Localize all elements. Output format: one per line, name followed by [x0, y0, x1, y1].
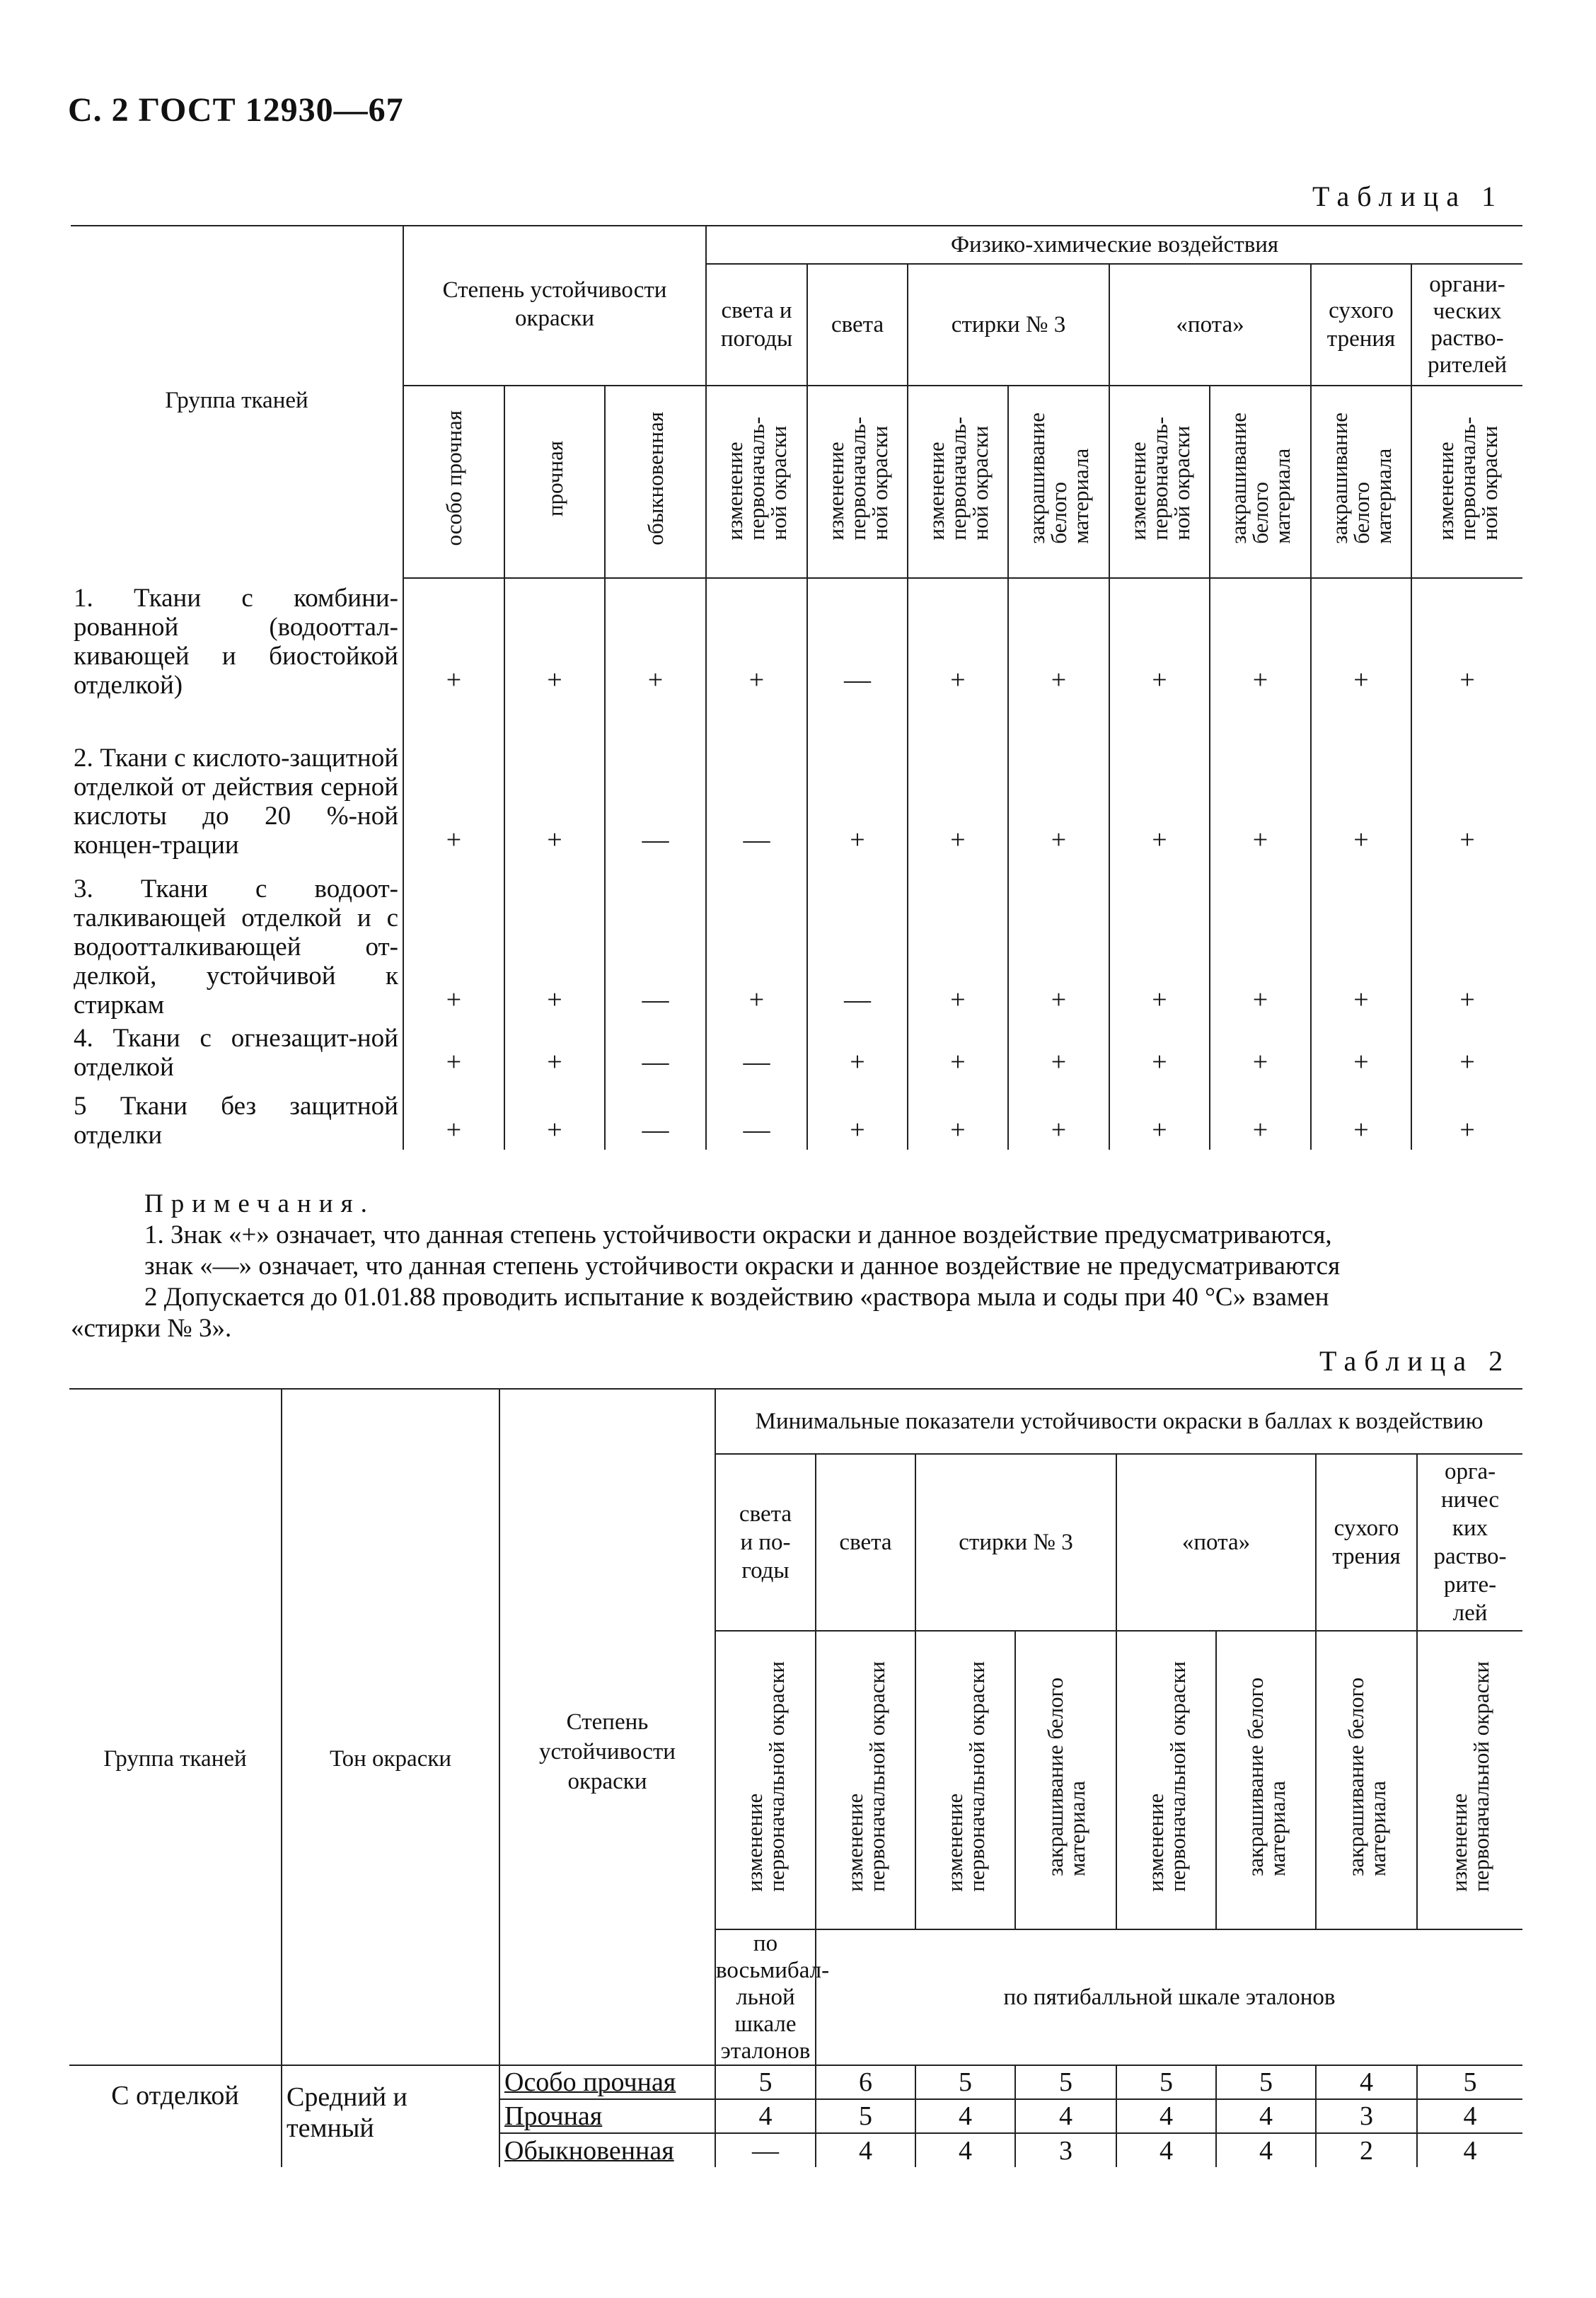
mark-cell: +: [1008, 860, 1109, 1020]
table1-row: [71, 578, 1522, 700]
t2-scale-8: по восьмибал- льной шкале эталонов: [716, 1931, 830, 2064]
t2-sub-col-6: закрашивание белого материала: [1216, 1631, 1316, 1929]
sub-col-5: изменение первоначаль- ной окраски: [1109, 386, 1210, 578]
mark-cell: —: [605, 700, 706, 860]
t2-value-cell: 5: [915, 2065, 1015, 2099]
mark-cell: +: [1311, 1020, 1411, 1082]
mark-cell: +: [1210, 1020, 1311, 1082]
t2-sub-col-1: изменение первоначальной окраски: [715, 1631, 816, 1929]
mark-cell: +: [504, 860, 605, 1020]
page-header: С. 2 ГОСТ 12930—67: [68, 91, 404, 129]
mark-cell: +: [706, 860, 807, 1020]
t2-value-cell: 3: [1015, 2133, 1116, 2167]
mark-cell: +: [807, 700, 908, 860]
degree-col-1: особо прочная: [403, 386, 504, 578]
effect-dry-rub: сухого трения: [1311, 264, 1411, 386]
t2-value-cell: 5: [1417, 2065, 1522, 2099]
mark-cell: +: [1411, 1020, 1522, 1082]
degree-col-2: прочная: [504, 386, 605, 578]
t2-value-cell: 4: [1015, 2099, 1116, 2133]
degree-col-3: обыкновенная: [605, 386, 706, 578]
mark-cell: —: [706, 700, 807, 860]
mark-cell: +: [1311, 578, 1411, 700]
mark-cell: +: [706, 578, 807, 700]
t2-sub-col-3: изменение первоначальной окраски: [915, 1631, 1015, 1929]
mark-cell: +: [1008, 1020, 1109, 1082]
mark-cell: —: [706, 1082, 807, 1150]
t2-effect-solvents: орга- ничес ких раство- рите- лей: [1417, 1454, 1522, 1631]
t2-value-cell: 6: [816, 2065, 915, 2099]
effect-wash: стирки № 3: [908, 264, 1109, 386]
t2-value-cell: 4: [1417, 2099, 1522, 2133]
note-line: 1. Знак «+» означает, что данная степень устойчивости окраски и данное воздействие предусматриваются,: [144, 1220, 1332, 1249]
t2-tone-header: Тон окраски: [282, 1389, 499, 2065]
mark-cell: +: [1109, 1082, 1210, 1150]
mark-cell: +: [1008, 578, 1109, 700]
t2-value-cell: 5: [715, 2065, 816, 2099]
t2-effect-light-weather: света и по- годы: [715, 1454, 816, 1631]
mark-cell: +: [1210, 700, 1311, 860]
t2-sub-col-4: закрашивание белого материала: [1015, 1631, 1116, 1929]
mark-cell: +: [403, 578, 504, 700]
mark-cell: +: [1109, 1020, 1210, 1082]
note-line: «стирки № 3».: [71, 1314, 232, 1343]
mark-cell: +: [908, 1082, 1008, 1150]
effect-solvents: органи- ческих раство- рителей: [1411, 264, 1522, 386]
mark-cell: +: [807, 1082, 908, 1150]
mark-cell: +: [1311, 1082, 1411, 1150]
t2-degree-header: Степень устойчивости окраски: [499, 1389, 715, 2065]
t2-value-cell: 4: [816, 2133, 915, 2167]
group-header: Группа тканей: [71, 226, 403, 578]
table2-row: [69, 2065, 1522, 2099]
mark-cell: +: [1210, 578, 1311, 700]
table1-row: [71, 860, 1522, 1020]
mark-cell: +: [1411, 578, 1522, 700]
group-name: 2. Ткани с кислото-защитной отделкой от действия серной кислоты до 20 %-ной концен-трации: [74, 744, 398, 860]
mark-cell: +: [504, 1082, 605, 1150]
t2-value-cell: 5: [1015, 2065, 1116, 2099]
mark-cell: —: [605, 860, 706, 1020]
t2-effect-light: света: [816, 1454, 915, 1631]
effects-header: Физико-химические воздействия: [706, 226, 1522, 264]
t2-min-header: Минимальные показатели устойчивости окраски в баллах к воздействию: [715, 1389, 1522, 1454]
t2-value-cell: 4: [915, 2099, 1015, 2133]
table2: [69, 1388, 1522, 2167]
t2-value-cell: 4: [1417, 2133, 1522, 2167]
t2-value-cell: 4: [915, 2133, 1015, 2167]
mark-cell: +: [1109, 578, 1210, 700]
sub-col-2: изменение первоначаль- ной окраски: [807, 386, 908, 578]
mark-cell: +: [1109, 860, 1210, 1020]
t2-value-cell: 5: [1116, 2065, 1216, 2099]
t2-degree-value: Обыкновенная: [499, 2133, 715, 2167]
t2-value-cell: 4: [1216, 2099, 1316, 2133]
mark-cell: +: [1411, 860, 1522, 1020]
t2-value-cell: 5: [1216, 2065, 1316, 2099]
t2-scale-5: по пятибалльной шкале эталонов: [816, 1929, 1522, 2065]
mark-cell: +: [908, 578, 1008, 700]
notes: [71, 1189, 1522, 1344]
sub-col-6: закрашивание белого материала: [1210, 386, 1311, 578]
mark-cell: +: [403, 1020, 504, 1082]
mark-cell: +: [908, 1020, 1008, 1082]
t2-value-cell: 2: [1316, 2133, 1417, 2167]
t2-value-cell: 3: [1316, 2099, 1417, 2133]
t2-effect-sweat: «пота»: [1116, 1454, 1316, 1631]
sub-col-4: закрашивание белого материала: [1008, 386, 1109, 578]
notes-title: Примечания.: [144, 1189, 375, 1218]
mark-cell: +: [403, 1082, 504, 1150]
note-line: 2 Допускается до 01.01.88 проводить испытание к воздействию «раствора мыла и соды при 40 °С» взамен: [144, 1283, 1329, 1312]
table1-row: [71, 1020, 1522, 1082]
table1: [71, 225, 1522, 1150]
mark-cell: —: [706, 1020, 807, 1082]
t2-value-cell: 4: [1316, 2065, 1417, 2099]
table1-caption: Таблица 1: [1312, 180, 1504, 212]
mark-cell: +: [1411, 1082, 1522, 1150]
mark-cell: +: [403, 860, 504, 1020]
mark-cell: +: [605, 578, 706, 700]
sub-col-1: изменение первоначаль- ной окраски: [706, 386, 807, 578]
table2-body: [69, 2065, 1522, 2167]
mark-cell: —: [605, 1082, 706, 1150]
t2-sub-col-8: изменение первоначальной окраски: [1417, 1631, 1522, 1929]
mark-cell: +: [403, 700, 504, 860]
t2-sub-col-2: изменение первоначальной окраски: [816, 1631, 915, 1929]
degree-header: Степень устойчивости окраски: [403, 226, 706, 386]
t2-group-value: С отделкой: [69, 2065, 282, 2167]
t2-value-cell: 4: [715, 2099, 816, 2133]
effect-sweat: «пота»: [1109, 264, 1311, 386]
mark-cell: +: [504, 1020, 605, 1082]
group-name: 1. Ткани с комбини-рованной (водооттал-кивающей и биостойкой отделкой): [74, 584, 398, 700]
sub-col-7: закрашивание белого материала: [1311, 386, 1411, 578]
group-name: 3. Ткани с водоот-талкивающей отделкой и с водоотталкивающей от-делкой, устойчивой к стиркам: [74, 874, 398, 1020]
mark-cell: +: [1008, 1082, 1109, 1150]
t2-sub-col-7: закрашивание белого материала: [1316, 1631, 1417, 1929]
effect-light: света: [807, 264, 908, 386]
mark-cell: —: [807, 578, 908, 700]
mark-cell: +: [1109, 700, 1210, 860]
t2-tone-value: Средний и темный: [282, 2065, 499, 2167]
effect-light-weather: света и погоды: [706, 264, 807, 386]
t2-value-cell: 5: [816, 2099, 915, 2133]
mark-cell: +: [908, 860, 1008, 1020]
mark-cell: —: [807, 860, 908, 1020]
mark-cell: +: [504, 578, 605, 700]
mark-cell: +: [1210, 860, 1311, 1020]
t2-effect-dry-rub: сухого трения: [1316, 1454, 1417, 1631]
sub-col-8: изменение первоначаль- ной окраски: [1411, 386, 1522, 578]
table1-body: [71, 578, 1522, 1150]
mark-cell: +: [807, 1020, 908, 1082]
note-line: знак «—» означает, что данная степень устойчивости окраски и данное воздействие не предусматриваются: [144, 1252, 1341, 1281]
sub-col-3: изменение первоначаль- ной окраски: [908, 386, 1008, 578]
mark-cell: +: [1008, 700, 1109, 860]
t2-value-cell: 4: [1116, 2133, 1216, 2167]
t2-value-cell: 4: [1116, 2099, 1216, 2133]
t2-value-cell: 4: [1216, 2133, 1316, 2167]
t2-group-header: Группа тканей: [69, 1389, 282, 2065]
mark-cell: +: [1411, 700, 1522, 860]
table1-row: [71, 1082, 1522, 1150]
mark-cell: —: [605, 1020, 706, 1082]
t2-value-cell: —: [715, 2133, 816, 2167]
group-name: 4. Ткани с огнезащит-ной отделкой: [74, 1024, 398, 1082]
t2-sub-col-5: изменение первоначальной окраски: [1116, 1631, 1216, 1929]
t2-degree-value: Прочная: [499, 2099, 715, 2133]
mark-cell: +: [1210, 1082, 1311, 1150]
table2-caption: Таблица 2: [1319, 1345, 1511, 1377]
group-name: 5 Ткани без защитной отделки: [74, 1092, 398, 1150]
mark-cell: +: [908, 700, 1008, 860]
t2-degree-value: Особо прочная: [499, 2065, 715, 2099]
mark-cell: +: [1311, 860, 1411, 1020]
table1-row: [71, 700, 1522, 860]
t2-effect-wash: стирки № 3: [915, 1454, 1116, 1631]
mark-cell: +: [1311, 700, 1411, 860]
mark-cell: +: [504, 700, 605, 860]
